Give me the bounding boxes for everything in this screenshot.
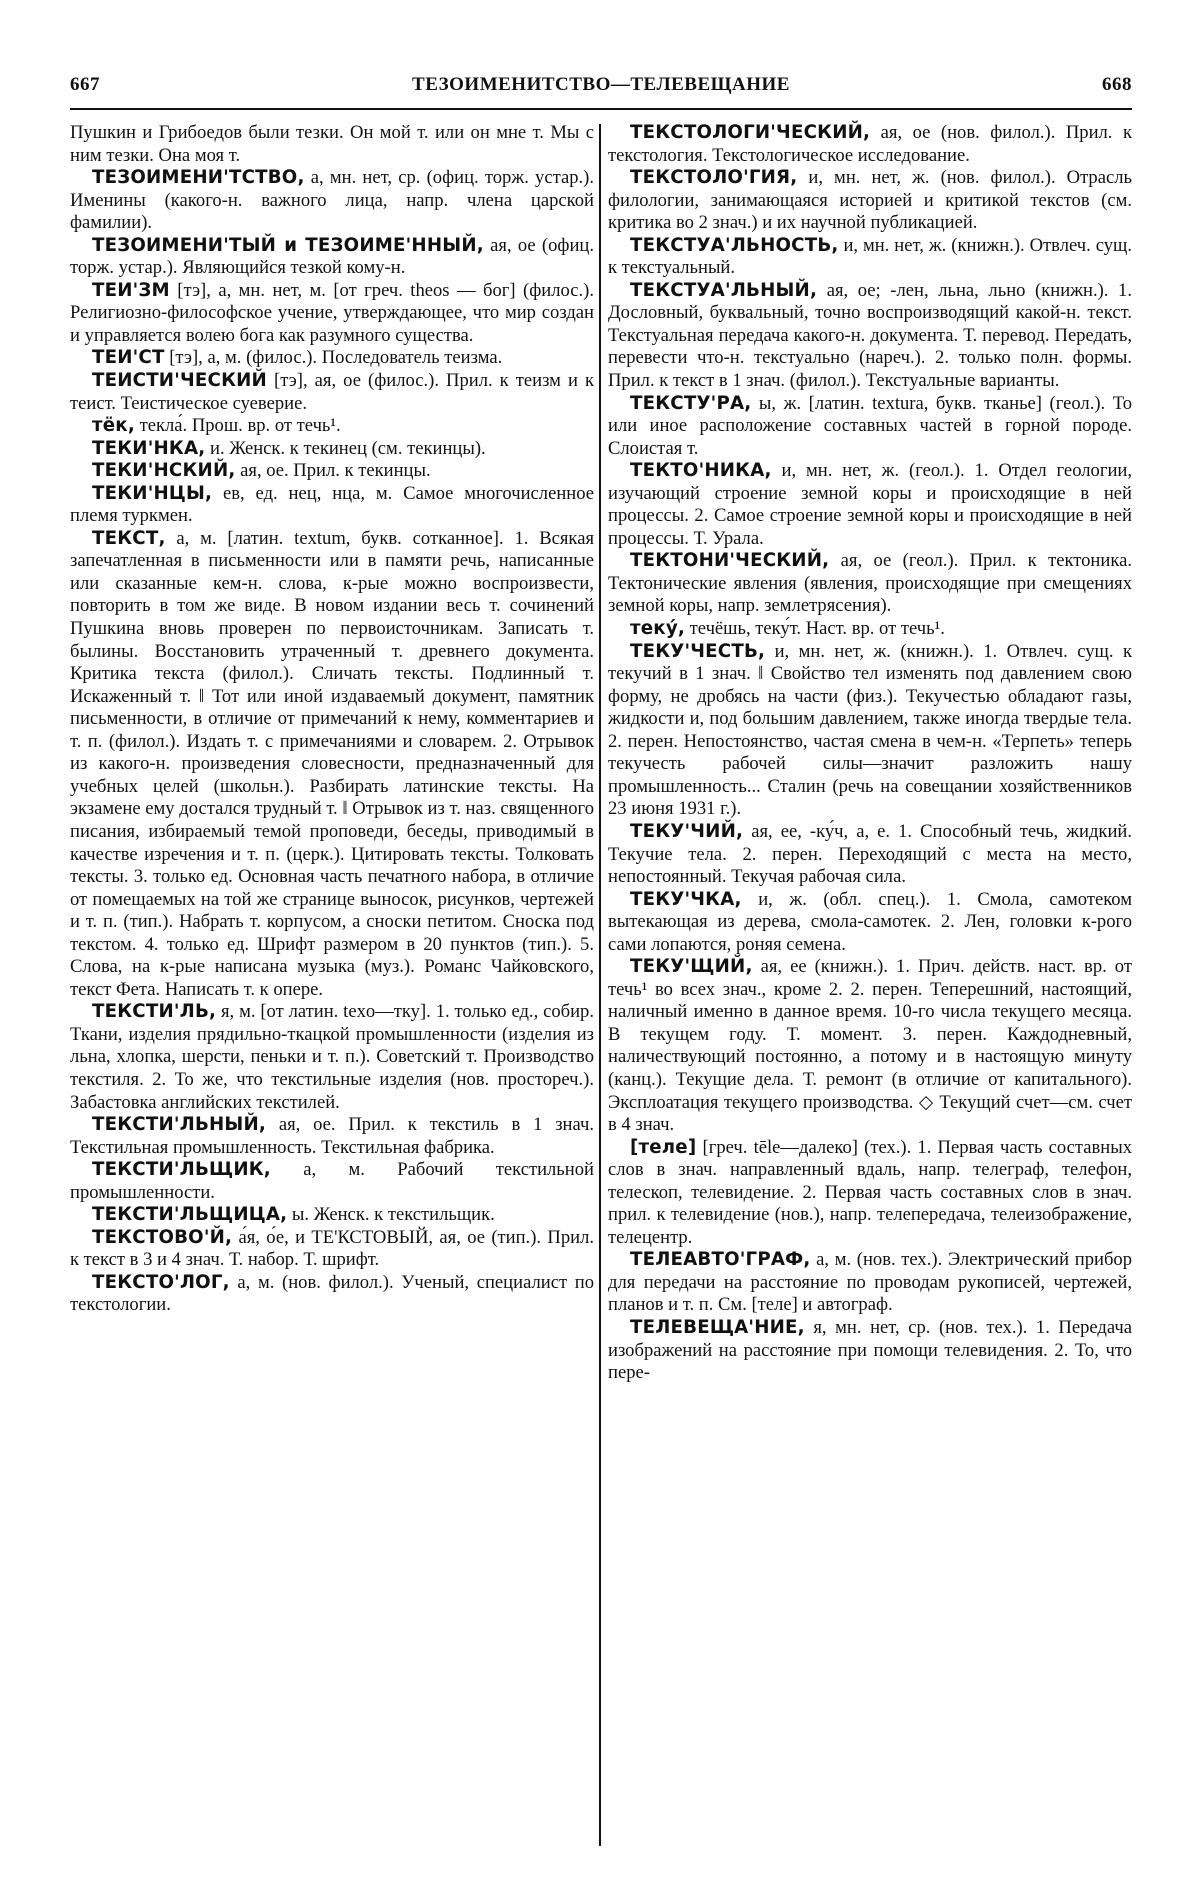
dictionary-entry: [608, 167, 1132, 235]
headword: ТЕКИ'НЦЫ,: [92, 482, 213, 504]
headword: ТЕЗОИМЕНИ'ТЫЙ и ТЕЗОИМЕ'ННЫЙ,: [92, 234, 484, 256]
dictionary-entry: [70, 1114, 594, 1159]
entry-definition: и, мн. нет, ж. (книжн.). 1. Отвлеч. сущ. к текучий в 1 знач. ‖ Свойство тел изменять под давлением свою форму, не дробясь на части (физ.). Текучестью обладают газы, жидкости и, под большим давлением, также иногда твердые тела. 2. перен. Непостоянство, частая смена в чем-н. «Терпеть» теперь текучесть рабочей силы—значит разложить нашу промышленность... Сталин (речь на совещании хозяйственников 23 июня 1931 г.).: [608, 640, 1132, 820]
dictionary-entry: [608, 280, 1132, 393]
entry-definition: [тэ], ая, ое (филос.). Прил. к теизм и к теист. Теистическое суеверие.: [70, 370, 594, 414]
entry-definition: а, мн. нет, ср. (офиц. торж. устар.). Именины (какого-н. важного лица, напр. члена царской фамилии).: [70, 167, 594, 234]
headword: ТЕКИ'НСКИЙ,: [92, 460, 236, 482]
dictionary-entry: [70, 1204, 594, 1227]
page-title: ТЕЗОИМЕНИТСТВО—ТЕЛЕВЕЩАНИЕ: [412, 74, 790, 95]
headword: ТЕКСТИ'ЛЬНЫЙ,: [92, 1114, 267, 1136]
dictionary-entry: [608, 550, 1132, 618]
entry-definition: ев, ед. нец, нца, м. Самое многочисленное племя туркмен.: [70, 482, 594, 527]
entry-definition: а, м. (нов. филол.). Ученый, специалист по текстологии.: [70, 1271, 594, 1316]
dictionary-entry: [70, 280, 594, 348]
dictionary-entry: [608, 1137, 1132, 1250]
entry-definition: [тэ], а, мн. нет, м. [от греч. theos — бог] (филос.). Религиозно-философское учение, утверждающее, что мир создан и управляется волею бога как разумного существа.: [70, 279, 594, 346]
dictionary-entry: [608, 235, 1132, 280]
dictionary-entry: [70, 122, 594, 167]
dictionary-entry: [70, 528, 594, 1001]
headword: ТЕКУ'ЧКА,: [630, 888, 742, 910]
entry-definition: ая, ое; -лен, льна, льно (книжн.). 1. Дословный, буквальный, точно воспроизводящий какой-н. текст. Текстуальная передача какого-н. документа. Т. перевод. Передать, перевести что-н. текстуально (нареч.). 2. только полн. формы. Прил. к текст в 1 знач. (филол.). Текстуальные варианты.: [608, 279, 1132, 392]
dictionary-entry: [608, 393, 1132, 461]
entry-definition: Пушкин и Грибоедов были тезки. Он мой т. или он мне т. Мы с ним тезки. Она моя т.: [70, 122, 594, 166]
headword: ТЕКТОНИ'ЧЕСКИЙ,: [630, 550, 830, 572]
headword: ТЕКСТИ'ЛЬЩИК,: [92, 1159, 271, 1181]
headword: ТЕКСТУА'ЛЬНЫЙ,: [630, 279, 818, 301]
entry-definition: ая, ое (геол.). Прил. к тектоника. Тектонические явления (явления, происходящие при смещениях земной коры, напр. землетрясения).: [608, 550, 1132, 617]
dictionary-entry: [608, 956, 1132, 1136]
dictionary-entry: [70, 235, 594, 280]
dictionary-entry: [70, 1272, 594, 1317]
headword: ТЕЗОИМЕНИ'ТСТВО,: [92, 167, 305, 189]
headword: ТЕИСТИ'ЧЕСКИЙ: [92, 370, 267, 392]
dictionary-entry: [70, 483, 594, 528]
entry-definition: а, м. [латин. textum, букв. сотканное]. 1. Всякая запечатленная в письменности или в памяти речь, написанные или сказанные кем-н. слова, к-рые можно воспроизвести, повторить в том же виде. В новом издании весь т. сочинений Пушкина вновь проверен по первоисточникам. Записать т. былины. Восстановить утраченный т. древнего документа. Критика текста (филол.). Сличать тексты. Подлинный т. Искаженный т. ‖ Тот или иной издаваемый документ, памятник письменности, в отличие от примечаний к нему, комментариев и т. п. (филол.). Издать т. с примечаниями и словарем. 2. Отрывок из какого-н. произведения словесности, предназначенный для учебных целей (школьн.). Разбирать латинские тексты. На экзамене ему достался трудный т. ‖ Отрывок из т. наз. священного писания, избираемый темой проповеди, беседы, приводимый в качестве изречения и т. п. (церк.). Цитировать тексты. Толковать тексты. 3. только ед. Основная часть печатного набора, в отличие от помещаемых на той же странице выносок, рисунков, чертежей и т. п. (тип.). Набрать т. корпусом, а сноски петитом. Сноска под текстом. 4. только ед. Шрифт размером в 20 пунктов (тип.). 5. Слова, на к-рые написана музыка (муз.). Романс Чайковского, текст Фета. Написать т. к опере.: [70, 527, 594, 1000]
headword: [теле]: [630, 1136, 697, 1158]
headword: ТЕКСТОЛО'ГИЯ,: [630, 167, 798, 189]
entry-definition: а, м. (нов. тех.). Электрический прибор для передачи на расстояние по проводам рукописей, чертежей, планов и т. п. См. [теле] и автограф.: [608, 1249, 1132, 1316]
entry-definition: ая, ое. Прил. к текстиль в 1 знач. Текстильная промышленность. Текстильная фабрика.: [70, 1114, 594, 1158]
headword: ТЕИ'ЗМ: [92, 279, 170, 301]
dictionary-entry: [70, 1159, 594, 1204]
entry-definition: [тэ], а, м. (филос.). Последователь теизма.: [164, 347, 503, 369]
dictionary-entry: [70, 1001, 594, 1114]
entry-definition: и, мн. нет, ж. (геол.). 1. Отдел геологии, изучающий строение земной коры и происходящие в ней процессы. 2. Самое строение земной коры и происходящие в ней процессы. Т. Урала.: [608, 460, 1132, 549]
entry-definition: и. Женск. к текинец (см. текинцы).: [205, 437, 486, 459]
headword: ТЕКУ'ЩИЙ,: [630, 956, 753, 978]
dictionary-entry: [70, 370, 594, 415]
entry-definition: я, м. [от латин. texo—тку]. 1. только ед., собир. Ткани, изделия прядильно-ткацкой промышленности (изделия из льна, хлопка, шерсти, пеньки и т. п.). Советский т. Производство текстиля. 2. То же, что текстильные изделия (нов. простореч.). Забастовка английских текстилей.: [70, 1001, 594, 1113]
entry-definition: я, мн. нет, ср. (нов. тех.). 1. Передача изображений на расстояние при помощи телевидения. 2. То, что пере-: [608, 1316, 1132, 1384]
headword: ТЕКСТИ'ЛЬ,: [92, 1001, 217, 1023]
right-column: [608, 122, 1132, 1385]
entry-definition: ая, ое (нов. филол.). Прил. к текстология. Текстологическое исследование.: [608, 122, 1132, 166]
entry-definition: а́я, о́е, и ТЕ'КСТОВЫЙ, ая, ое (тип.). Прил. к текст в 3 и 4 знач. Т. набор. Т. шрифт.: [70, 1226, 594, 1271]
entry-definition: а, м. Рабочий текстильной промышленности.: [70, 1159, 594, 1203]
dictionary-entry: [608, 889, 1132, 957]
headword: ТЕКИ'НКА,: [92, 437, 206, 459]
entry-definition: и, мн. нет, ж. (нов. филол.). Отрасль филологии, занимающаяся историей и критикой текстов (см. критика во 2 знач.) и их научной публикацией.: [608, 167, 1132, 234]
headword: тёк,: [92, 415, 135, 437]
headword: ТЕКСТУ'РА,: [630, 392, 752, 414]
entry-definition: ая, ое (офиц. торж. устар.). Являющийся тезкой кому-н.: [70, 234, 595, 279]
headword: ТЕКУ'ЧЕСТЬ,: [630, 640, 766, 662]
entry-definition: и, ж. (обл. спец.). 1. Смола, самотеком вытекающая из дерева, смола-самотек. 2. Лен, головки к-рого сами лопаются, роняя семена.: [608, 888, 1132, 955]
entry-definition: течёшь, теку́т. Наст. вр. от течь¹.: [685, 618, 945, 640]
dictionary-entry: [70, 415, 594, 438]
entry-definition: и, мн. нет, ж. (книжн.). Отвлеч. сущ. к текстуальный.: [608, 234, 1132, 279]
dictionary-entry: [70, 347, 594, 370]
column-divider: [599, 124, 601, 1846]
dictionary-entry: [608, 1317, 1132, 1385]
headword: ТЕКУ'ЧИЙ,: [630, 820, 744, 842]
headword: ТЕКСТОЛОГИ'ЧЕСКИЙ,: [630, 122, 871, 143]
entry-definition: ая, ое. Прил. к текинцы.: [235, 460, 431, 482]
dictionary-entry: [70, 438, 594, 461]
entry-definition: ая, ее, -ку́ч, а, е. 1. Способный течь, жидкий. Текучие тела. 2. перен. Переходящий с места на место, непостоянный. Текучая рабочая сила.: [608, 820, 1132, 888]
headword: ТЕКСТО'ЛОГ,: [92, 1271, 230, 1293]
dictionary-entry: [70, 167, 594, 235]
dictionary-entry: [608, 460, 1132, 550]
running-header: [70, 74, 1132, 104]
headword: теку́,: [630, 618, 685, 640]
headword: ТЕКТО'НИКА,: [630, 460, 772, 482]
dictionary-entry: [608, 821, 1132, 889]
headword: ТЕКСТУА'ЛЬНОСТЬ,: [630, 234, 839, 256]
dictionary-entry: [70, 460, 594, 483]
entry-definition: ы. Женск. к текстильщик.: [287, 1204, 495, 1226]
headword: ТЕЛЕАВТО'ГРАФ,: [630, 1249, 811, 1271]
dictionary-entry: [608, 641, 1132, 821]
dictionary-entry: [608, 618, 1132, 641]
headword: ТЕКСТИ'ЛЬЩИЦА,: [92, 1204, 288, 1226]
entry-definition: [греч. tēle—далеко] (тех.). 1. Первая часть составных слов в знач. направленный вдаль, напр. телеграф, телефон, телескоп, телевидение. 2. Первая часть составных слов в знач. прил. к телевидение (нов.), напр. телепередача, телеизображение, телецентр.: [608, 1136, 1132, 1248]
headword: ТЕИ'СТ: [92, 347, 165, 369]
entry-definition: ая, ее (книжн.). 1. Прич. действ. наст. вр. от течь¹ во всех знач., кроме 2. 2. перен. Теперешний, настоящий, наличный именно в данное время. 10-го числа текущего месяца. В текущем году. Т. момент. 3. перен. Каждодневный, наличествующий постоянно, а потому и в настоящую минуту (канц.). Текущие дела. Т. ремонт (в отличие от капитального). Эксплоатация текущего производства. ◇ Текущий счет—см. счет в 4 знач.: [608, 956, 1132, 1136]
headword: ТЕКСТ,: [92, 527, 166, 549]
entry-definition: ы, ж. [латин. textura, букв. тканье] (геол.). То или иное расположение составных частей в горной породе. Слоистая т.: [608, 392, 1132, 459]
headword: ТЕЛЕВЕЩА'НИЕ,: [630, 1316, 805, 1338]
entry-definition: текла́. Прош. вр. от течь¹.: [134, 415, 341, 437]
page-number-right: 668: [1102, 74, 1132, 95]
dictionary-entry: [608, 1249, 1132, 1317]
dictionary-entry: [70, 1227, 594, 1272]
header-rule: [70, 108, 1132, 110]
page-number-left: 667: [70, 74, 100, 95]
dictionary-entry: [608, 122, 1132, 167]
left-column: [70, 122, 594, 1317]
headword: ТЕКСТОВО'Й,: [92, 1226, 233, 1248]
